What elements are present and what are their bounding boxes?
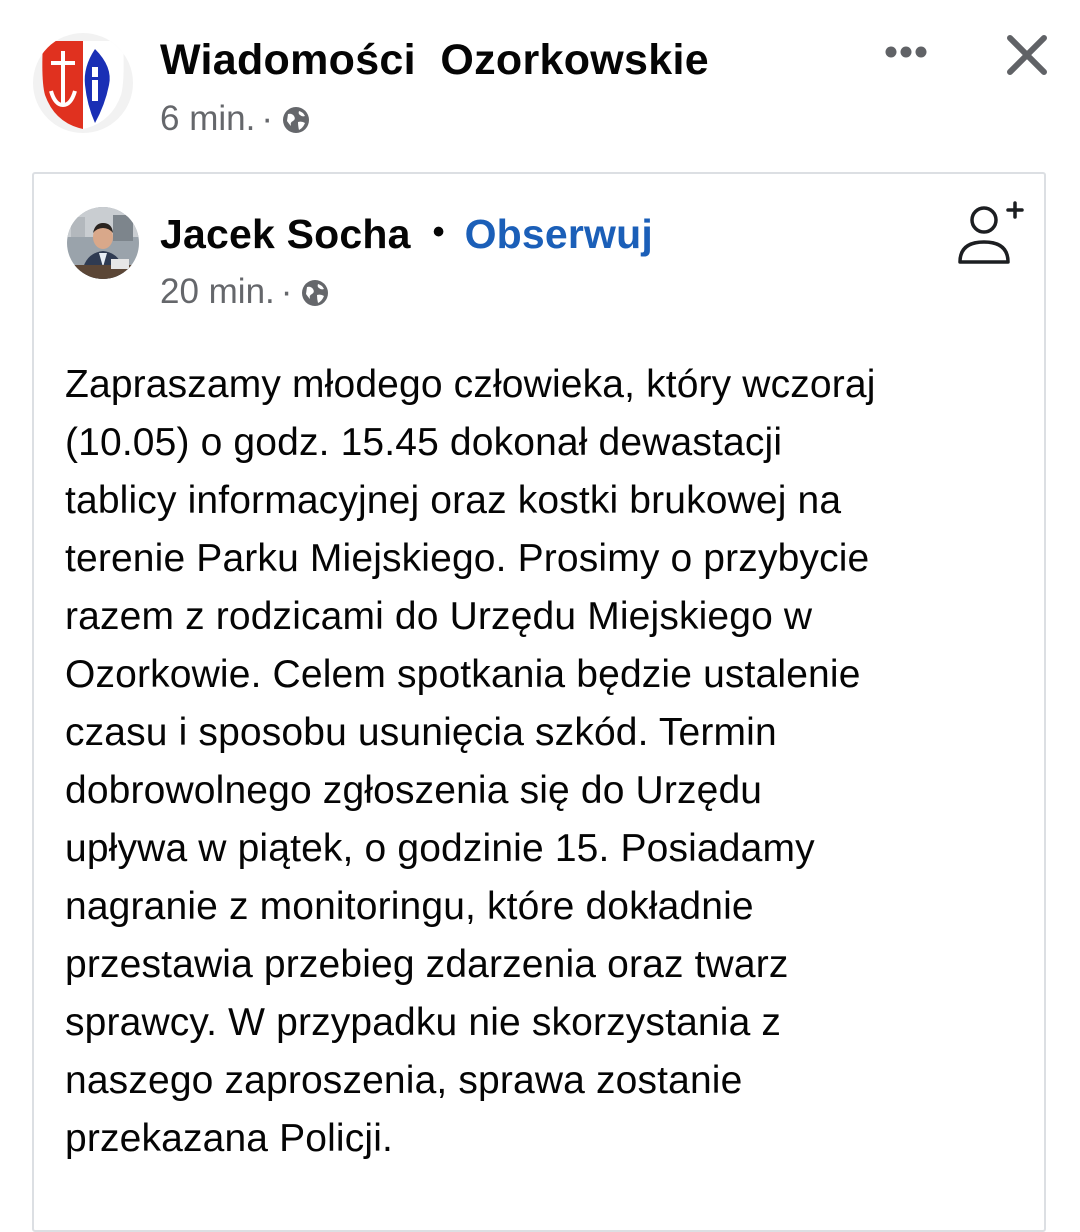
follow-button[interactable]: Obserwuj	[464, 210, 653, 257]
post-time[interactable]: 6 min.	[160, 99, 256, 138]
meta-separator: ·	[280, 272, 293, 311]
post-body-text: Zapraszamy młodego człowieka, który wczoraj (10.05) o godz. 15.45 dokonał dewastacji tablicy informacyjnej oraz kostki brukowej na terenie Parku Miejskiego. Prosimy o przybycie razem z rodzicami do Urzędu Miejskiego w Ozorkowie. Celem spotkania będzie ustalenie czasu i sposobu usunięcia szkód. Termin dobrowolnego zgłoszenia się do Urzędu upływa w piątek, o godzinie 15. Posiadamy nagranie z monitoringu, które dokładnie przestawia przebieg zdarzenia oraz twarz sprawcy. W przypadku nie skorzystania z naszego zaproszenia, sprawa zostanie przekazana Policji.	[65, 363, 876, 1160]
shared-post-time[interactable]: 20 min.	[160, 272, 275, 311]
globe-icon	[281, 104, 311, 134]
author-bullet: •	[432, 212, 445, 251]
page-avatar[interactable]	[33, 33, 133, 133]
more-options-button[interactable]	[876, 30, 936, 74]
author-avatar[interactable]	[67, 207, 139, 279]
more-horizontal-icon	[884, 45, 928, 59]
page-name[interactable]: Wiadomości Ozorkowskie	[160, 36, 709, 84]
add-friend-button[interactable]	[954, 198, 1028, 268]
meta-separator: ·	[261, 99, 273, 138]
shared-post-card[interactable]	[32, 172, 1046, 1232]
post-meta	[160, 97, 311, 141]
author-row	[160, 206, 653, 262]
globe-icon	[300, 277, 330, 307]
close-button[interactable]	[994, 22, 1060, 88]
shared-post-meta	[160, 270, 330, 314]
coat-of-arms-logo	[33, 33, 133, 133]
add-friend-icon	[954, 198, 1028, 268]
author-photo	[67, 207, 139, 279]
close-icon	[1005, 33, 1049, 77]
author-name[interactable]: Jacek Socha	[160, 210, 411, 257]
